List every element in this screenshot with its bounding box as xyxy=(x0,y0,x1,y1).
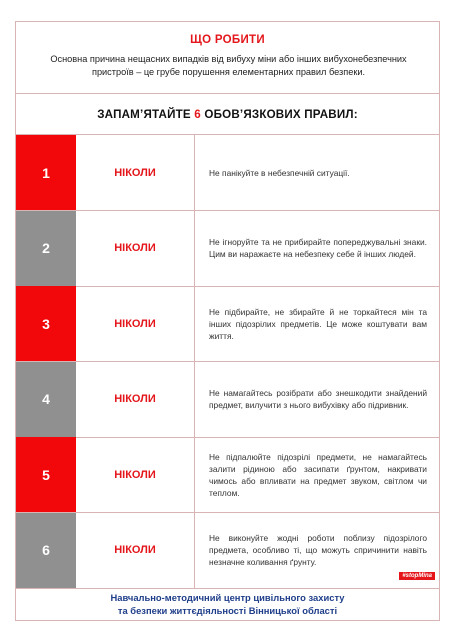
rule-never-label: НІКОЛИ xyxy=(76,286,195,361)
rule-never-label: НІКОЛИ xyxy=(76,135,195,210)
rule-text: Не намагайтесь розібрати або знешкодити знайдений предмет, вилучити з нього вибухівку або підривник. xyxy=(209,388,427,410)
rule-row xyxy=(16,135,439,210)
rules-count: 6 xyxy=(194,108,201,121)
rule-number: 6 xyxy=(16,513,76,588)
footer-line-2: та безпеки життєдіяльності Вінницької області xyxy=(117,604,338,616)
rule-number: 2 xyxy=(16,211,76,286)
rules-heading-after: ОБОВ’ЯЗКОВИХ ПРАВИЛ: xyxy=(200,108,358,121)
rule-number: 1 xyxy=(16,135,76,210)
rule-number: 3 xyxy=(16,286,76,361)
footer-line-1: Навчально-методичний центр цивільного захисту xyxy=(110,592,345,603)
rule-text: Не ігноруйте та не прибирайте попереджувальні знаки. Цим ви наражаєте на небезпеку себе й інших людей. xyxy=(209,237,427,259)
rules-heading xyxy=(16,108,439,121)
rule-row xyxy=(16,362,439,437)
rule-number: 4 xyxy=(16,362,76,437)
rule-text-cell xyxy=(195,135,441,210)
rules-heading-before: ЗАПАМ’ЯТАЙТЕ xyxy=(97,108,195,121)
rule-row xyxy=(16,513,439,588)
rule-never-label: НІКОЛИ xyxy=(76,362,195,437)
hashtag-badge: #stopMina xyxy=(399,572,435,580)
rule-text: Не підпалюйте підозрілі предмети, не намагайтесь залити рідиною або засипати ґрунтом, накривати чимось або впливати на предмет звуком, світлом чи теплом. xyxy=(209,451,427,498)
rule-text-cell xyxy=(195,286,441,361)
rule-text-cell xyxy=(195,437,441,512)
rule-text-cell xyxy=(195,211,441,286)
rule-text: Не підбирайте, не збирайте й не торкайтеся мін та інших підозрілих предметів. Це може коштувати вам життя. xyxy=(209,306,427,341)
page-title: ЩО РОБИТИ xyxy=(190,34,265,46)
rule-never-label: НІКОЛИ xyxy=(76,211,195,286)
rule-row xyxy=(16,211,439,286)
rule-text: Не виконуйте жодні роботи поблизу підозрілого предмета, особливо ті, що можуть спричинити навіть незначне коливання ґрунту. xyxy=(209,533,427,567)
rule-never-label: НІКОЛИ xyxy=(76,513,195,588)
divider xyxy=(16,93,439,94)
rule-text-cell xyxy=(195,362,441,437)
intro-text: Основна причина нещасних випадків від вибуху міни або інших вибухонебезпечних пристроїв – це грубе порушення елементарних правил безпеки. xyxy=(50,54,407,77)
footer xyxy=(16,592,439,617)
rule-row xyxy=(16,437,439,512)
rule-text: Не панікуйте в небезпечній ситуації. xyxy=(209,167,350,178)
rule-row xyxy=(16,286,439,361)
rule-number: 5 xyxy=(16,437,76,512)
poster-frame xyxy=(15,21,440,621)
rule-never-label: НІКОЛИ xyxy=(76,437,195,512)
row-divider xyxy=(16,588,439,589)
